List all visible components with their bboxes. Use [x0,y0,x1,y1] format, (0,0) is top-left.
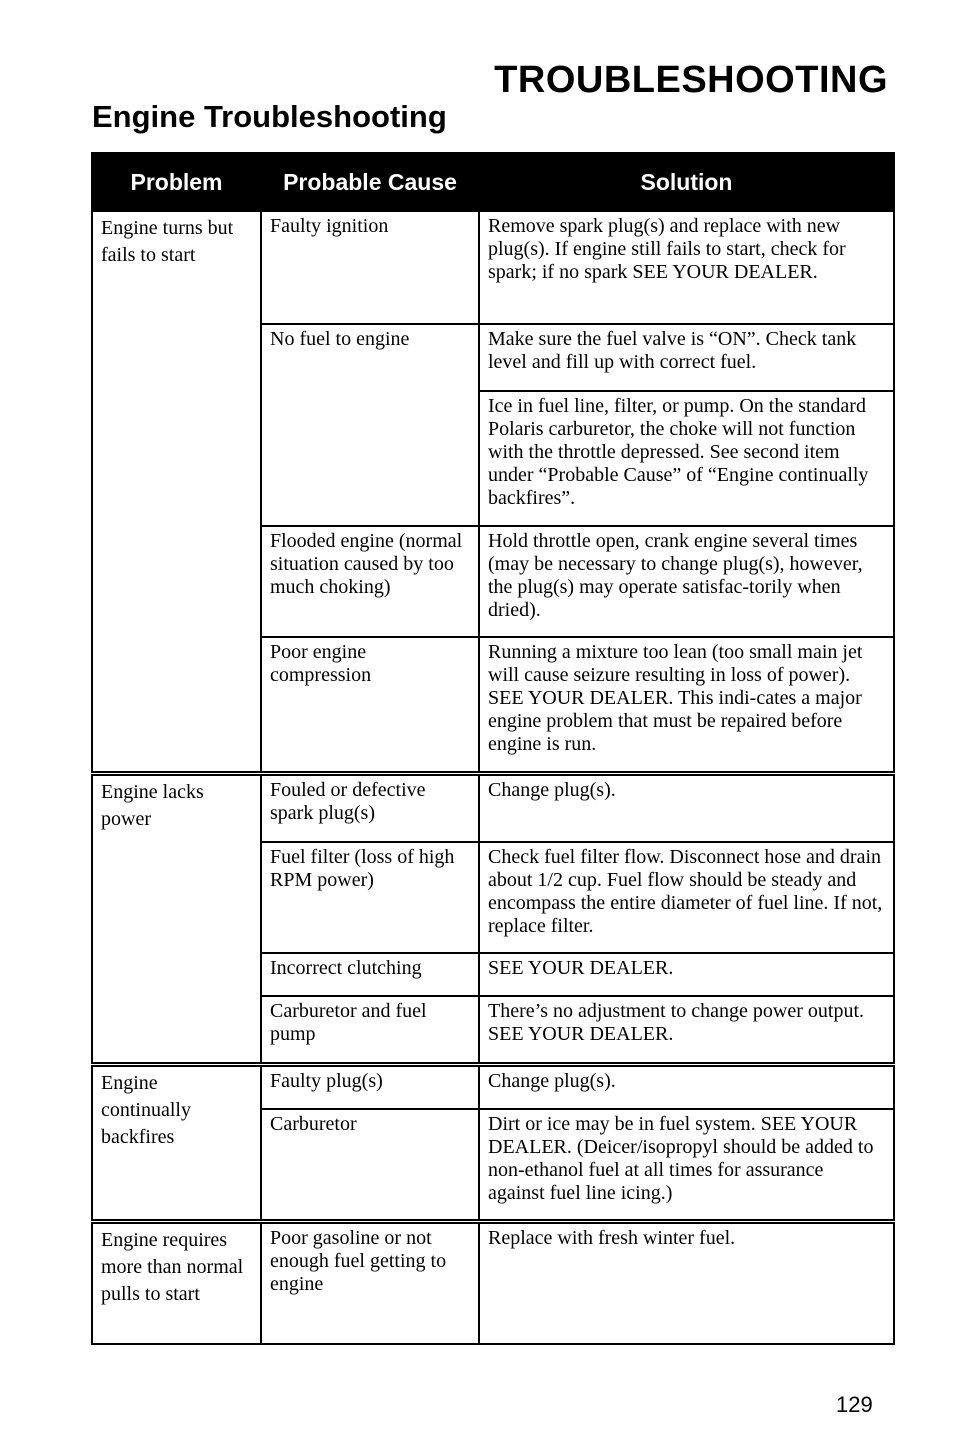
solution-cell: Change plug(s). [479,774,894,843]
solution-cell: Dirt or ice may be in fuel system. SEE YOUR DEALER. (Deicer/isopropyl should be added to non-ethanol fuel at all times for assurance against fuel line icing.) [479,1109,894,1222]
problem-cell: Engine lacks power [92,774,261,1065]
solution-cell: Replace with fresh winter fuel. [479,1222,894,1345]
header-solution: Solution [479,153,894,211]
cause-cell: Flooded engine (normal situation caused by too much choking) [261,526,479,637]
cause-cell: Fouled or defective spark plug(s) [261,774,479,843]
problem-cell: Engine continually backfires [92,1065,261,1222]
solution-cell: SEE YOUR DEALER. [479,953,894,996]
problem-group [92,1065,894,1222]
header-probable-cause: Probable Cause [261,153,479,211]
cause-cell: Carburetor and fuel pump [261,996,479,1065]
solution-cell: Change plug(s). [479,1065,894,1110]
cause-cell: Carburetor [261,1109,479,1222]
cause-cell: Faulty plug(s) [261,1065,479,1110]
table-row [92,1065,894,1110]
problem-cell: Engine requires more than normal pulls to start [92,1222,261,1345]
cause-cell: Fuel filter (loss of high RPM power) [261,842,479,953]
solution-cell: Remove spark plug(s) and replace with new plug(s). If engine still fails to start, check for spark; if no spark SEE YOUR DEALER. [479,211,894,324]
problem-cell: Engine turns but fails to start [92,211,261,774]
cause-cell: No fuel to engine [261,324,479,526]
cause-cell: Faulty ignition [261,211,479,324]
solution-cell: Make sure the fuel valve is “ON”. Check tank level and fill up with correct fuel. [479,324,894,391]
section-title: TROUBLESHOOTING [494,59,888,101]
problem-group [92,1222,894,1345]
solution-cell: Check fuel filter flow. Disconnect hose and drain about 1/2 cup. Fuel flow should be steady and encompass the entire diameter of fuel line. If not, replace filter. [479,842,894,953]
solution-cell: Ice in fuel line, filter, or pump. On the standard Polaris carburetor, the choke will not function with the throttle depressed. See second item under “Probable Cause” of “Engine continually backfires”. [479,391,894,526]
solution-cell: Hold throttle open, crank engine several times (may be necessary to change plug(s), however, the plug(s) may operate satisfac-torily when dried). [479,526,894,637]
cause-cell: Incorrect clutching [261,953,479,996]
problem-group [92,774,894,1065]
solution-cell: There’s no adjustment to change power output. SEE YOUR DEALER. [479,996,894,1065]
table-row [92,774,894,843]
page-subtitle: Engine Troubleshooting [92,99,447,134]
header-row [92,153,894,211]
header-problem: Problem [92,153,261,211]
page-number: 129 [836,1392,873,1417]
problem-group [92,211,894,774]
table-row [92,1222,894,1345]
solution-cell: Running a mixture too lean (too small main jet will cause seizure resulting in loss of power). SEE YOUR DEALER. This indi-cates a major engine problem that must be repaired before engine is run. [479,637,894,774]
cause-cell: Poor engine compression [261,637,479,774]
troubleshooting-table [91,152,895,1345]
table-header [92,153,894,211]
table-row [92,211,894,324]
cause-cell: Poor gasoline or not enough fuel getting to engine [261,1222,479,1345]
